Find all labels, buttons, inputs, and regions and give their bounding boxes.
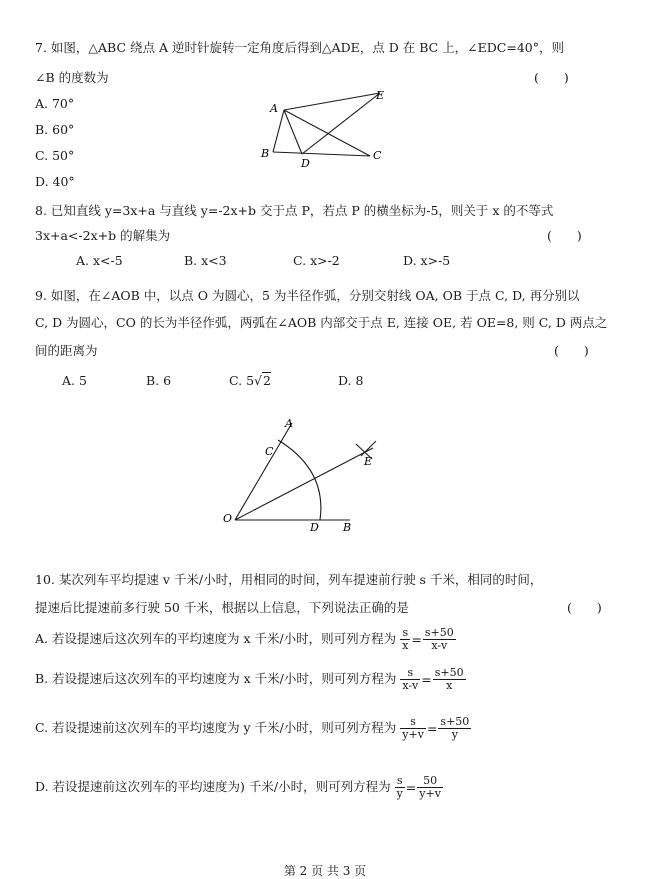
page-footer: 第 2 页 共 3 页: [283, 864, 367, 878]
q10-option-c: [35, 716, 471, 741]
q9-angle-figure: [215, 415, 390, 535]
q7-segment-bc: [273, 152, 370, 156]
q10-option-b-text: B. 若设提速后这次列车的平均速度为 x 千米/小时，则可列方程为: [35, 671, 397, 687]
q10-option-b: [35, 667, 466, 692]
fraction-denominator: x-v: [431, 639, 448, 653]
q7-stem-line1: 7. 如图，△ABC 绕点 A 逆时针旋转一定角度后得到△ADE，点 D 在 BC 上，∠EDC=40°，则: [35, 40, 564, 55]
q10-answer-bracket: ( ): [567, 600, 602, 615]
q9-stem-line1: 9. 如图，在∠AOB 中，以点 O 为圆心，5 为半径作弧，分别交射线 OA, OB 于点 C, D, 再分别以: [35, 288, 580, 303]
q9-label-o: O: [223, 512, 233, 525]
q9-label-e: E: [364, 455, 373, 468]
q10-stem-line2: 提速后比提速前多行驶 50 千米，根据以上信息，下列说法正确的是: [35, 600, 409, 615]
q9-option-b: B. 6: [146, 373, 172, 388]
fraction-numerator: s+50: [434, 666, 464, 679]
q9-option-c-prefix: C. 5: [229, 373, 255, 388]
q9-arc-mark-2: [361, 441, 376, 456]
q8-option-c: C. x>-2: [293, 253, 340, 268]
fraction-numerator: s: [400, 716, 426, 729]
q7-option-c: C. 50°: [35, 148, 75, 163]
fraction-denominator: y+v: [419, 787, 441, 801]
fraction-denominator: y: [396, 787, 403, 801]
q7-label-d: D: [301, 157, 310, 170]
q10-option-d-rhs-fraction: [417, 775, 443, 800]
q10-option-b-lhs-fraction: [400, 667, 420, 692]
equals-sign: =: [421, 672, 432, 688]
equals-sign: =: [405, 780, 417, 796]
q8-stem-line2: 3x+a<-2x+b 的解集为: [35, 228, 171, 243]
q7-segment-ac: [284, 110, 370, 156]
fraction-denominator: y+v: [402, 728, 424, 742]
q7-label-b: B: [261, 147, 270, 160]
fraction-numerator: s+50: [440, 715, 470, 728]
fraction-denominator: x: [402, 639, 409, 653]
q8-option-b: B. x<3: [184, 253, 227, 268]
q8-option-a: A. x<-5: [76, 253, 123, 268]
q7-option-a: A. 70°: [35, 96, 75, 111]
q7-segment-de: [302, 93, 380, 154]
q10-option-a-text: A. 若设提速后这次列车的平均速度为 x 千米/小时，则可列方程为: [35, 631, 397, 647]
fraction-denominator: x-v: [402, 679, 419, 693]
q8-stem-line1: 8. 已知直线 y=3x+a 与直线 y=-2x+b 交于点 P，若点 P 的横坐标为-5，则关于 x 的不等式: [35, 203, 554, 218]
q10-option-d-lhs-fraction: [395, 775, 405, 800]
fraction-denominator: x: [446, 679, 453, 693]
q7-label-a: A: [270, 102, 278, 115]
q8-option-d: D. x>-5: [403, 253, 451, 268]
fraction-numerator: s: [400, 627, 410, 640]
q10-option-a-rhs-fraction: [423, 627, 456, 652]
q7-answer-bracket: ( ): [534, 70, 569, 85]
q10-option-b-rhs-fraction: [433, 667, 466, 692]
q7-triangle-figure: [255, 85, 395, 175]
q7-segment-ad: [284, 110, 302, 154]
fraction-numerator: s: [400, 667, 420, 680]
q7-segment-ab: [273, 110, 284, 152]
q8-answer-bracket: ( ): [547, 228, 582, 243]
equals-sign: =: [411, 632, 422, 648]
sqrt-icon: √: [254, 373, 262, 388]
q9-option-d: D. 8: [338, 373, 364, 388]
q7-stem-line2: ∠B 的度数为: [35, 70, 109, 85]
q10-option-a-lhs-fraction: [400, 627, 410, 652]
q7-label-c: C: [373, 149, 382, 162]
q9-option-c-radicand: 2: [263, 373, 271, 388]
q9-label-a: A: [285, 417, 293, 430]
q9-stem-line3: 间的距离为: [35, 343, 98, 358]
q9-arc-cd: [278, 440, 321, 520]
q9-label-c: C: [265, 445, 274, 458]
q7-option-d: D. 40°: [35, 174, 75, 189]
fraction-denominator: y: [451, 728, 458, 742]
q10-option-c-lhs-fraction: [400, 716, 426, 741]
q9-label-d: D: [310, 521, 319, 534]
q7-label-e: E: [376, 89, 385, 102]
fraction-numerator: 50: [417, 775, 443, 788]
q10-option-c-text: C. 若设提速前这次列车的平均速度为 y 千米/小时，则可列方程为: [35, 720, 397, 736]
q10-option-a: [35, 627, 456, 652]
q10-option-d-text: D. 若设提速前这次列车的平均速度为) 千米/小时，则可列方程为: [35, 779, 391, 795]
equals-sign: =: [426, 721, 438, 737]
q9-answer-bracket: ( ): [554, 343, 589, 358]
fraction-numerator: s+50: [424, 626, 454, 639]
q9-option-a: A. 5: [62, 373, 87, 388]
q9-label-b: B: [343, 521, 352, 534]
q9-option-c: [229, 373, 271, 388]
q7-segment-ae: [284, 93, 380, 110]
fraction-numerator: s: [395, 775, 405, 788]
q10-option-d: [35, 775, 443, 800]
q7-option-b: B. 60°: [35, 122, 75, 137]
q9-stem-line2: C, D 为圆心，CO 的长为半径作弧，两弧在∠AOB 内部交于点 E, 连接 OE, 若 OE=8, 则 C, D 两点之: [35, 315, 608, 330]
q10-stem-line1: 10. 某次列车平均提速 v 千米/小时，用相同的时间，列车提速前行驶 s 千米，相同的时间，: [35, 572, 543, 587]
q10-option-c-rhs-fraction: [438, 716, 471, 741]
